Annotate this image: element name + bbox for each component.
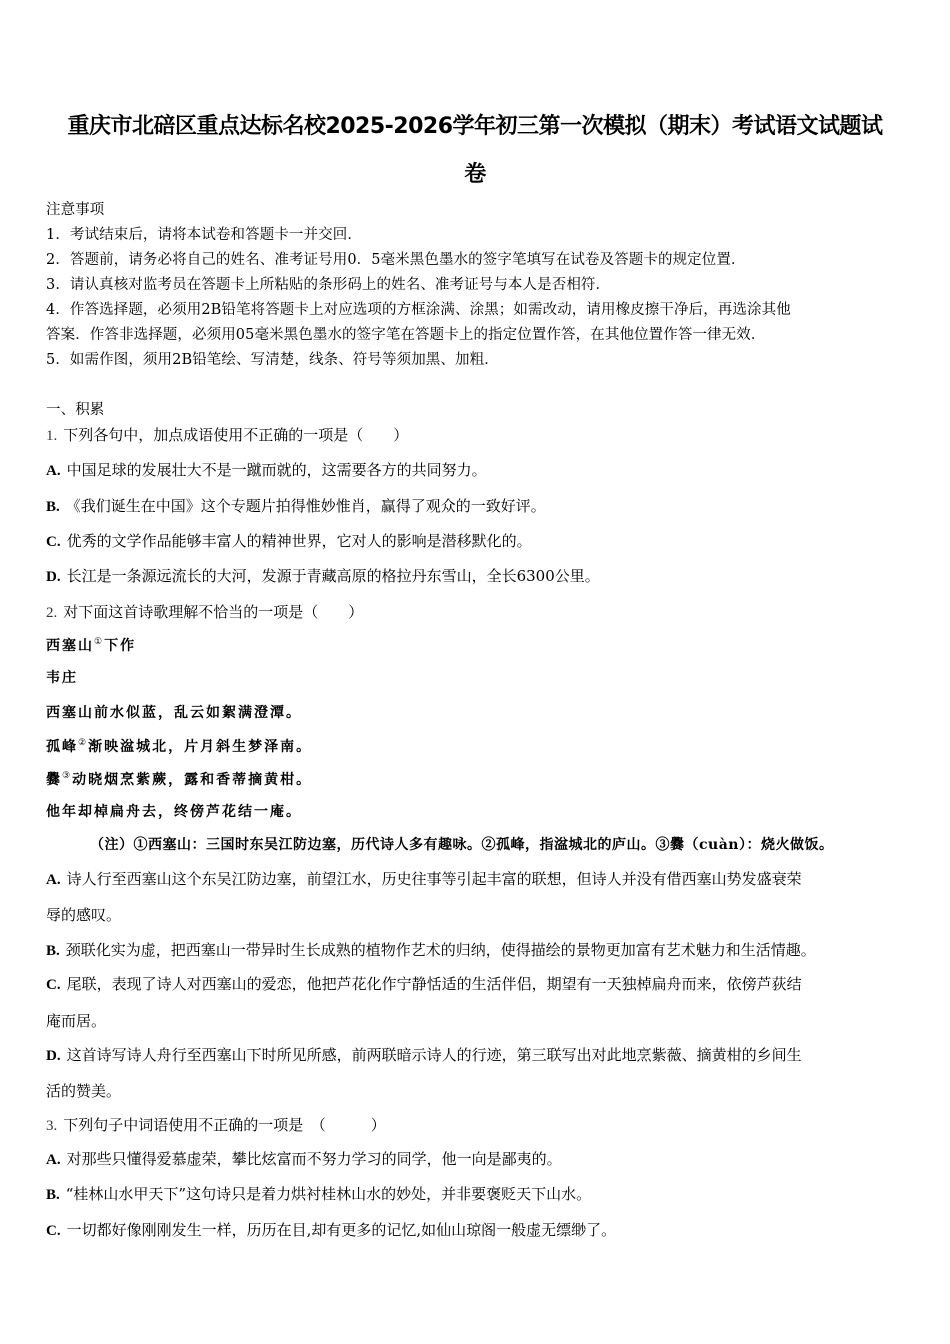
option-text: 这首诗写诗人舟行至西塞山下时所见所感，前两联暗示诗人的行迹，第三联写出对此地烹紫薇、摘黄柑的乡间生 xyxy=(66,1046,802,1064)
poem-line-1 xyxy=(46,706,302,720)
option-text: 对那些只懂得爱慕虚荣，攀比炫富而不努力学习的同学，他一向是鄙夷的。 xyxy=(66,1150,562,1168)
question-3-option-a xyxy=(46,1152,562,1168)
notice-item-3: 3．请认真核对监考员在答题卡上所粘贴的条形码上的姓名、准考证号与本人是否相符． xyxy=(46,277,611,293)
option-label: D. xyxy=(46,1048,61,1064)
question-2-stem xyxy=(46,605,363,621)
question-number: 2. xyxy=(46,605,58,621)
option-text: 中国足球的发展壮大不是一蹴而就的，这需要各方的共同努力。 xyxy=(66,461,487,479)
poem-line-2 xyxy=(46,739,312,754)
footnote-marker: ② xyxy=(78,738,89,748)
poem-text: 西塞山前水似蓝，乱云如絮满澄潭。 xyxy=(46,705,302,721)
question-text: 对下面这首诗歌理解不恰当的一项是（ ） xyxy=(63,603,364,621)
document-title-line-2: 卷 xyxy=(464,162,486,187)
question-text: 下列各句中，加点成语使用不正确的一项是（ ） xyxy=(63,426,409,444)
option-text: 《我们诞生在中国》这个专题片拍得惟妙惟肖，赢得了观众的一致好评。 xyxy=(65,497,546,515)
poem-text: 爨 xyxy=(46,772,62,788)
question-3-option-b xyxy=(46,1187,591,1203)
poem-title-text: 西塞山 xyxy=(46,638,94,654)
question-2-option-c-continued: 庵而居。 xyxy=(46,1012,107,1030)
notice-item-5: 5．如需作图，须用2B铅笔绘、写清楚，线条、符号等须加黑、加粗． xyxy=(46,352,499,368)
option-text: 一切都好像刚刚发生一样，历历在目,却有更多的记忆,如仙山琼阁一般虚无缥缈了。 xyxy=(66,1221,617,1239)
document-title-line-1: 重庆市北碚区重点达标名校2025-2026学年初三第一次模拟（期末）考试语文试题试 xyxy=(67,114,883,139)
poem-author: 韦庄 xyxy=(46,670,78,686)
question-1-option-b xyxy=(46,499,546,515)
question-text: 下列句子中词语使用不正确的一项是 （ ） xyxy=(63,1116,386,1134)
poem-title-text-rest: 下作 xyxy=(104,638,137,654)
option-text: 诗人行至西塞山这个东吴江防边塞，前望江水，历史往事等引起丰富的联想，但诗人并没有借西塞山势发盛衰荣 xyxy=(66,870,802,888)
question-3-stem xyxy=(46,1118,386,1134)
notice-item-2: 2．答题前，请务必将自己的姓名、准考证号用0．5毫米黑色墨水的签字笔填写在试卷及答题卡的规定位置． xyxy=(46,252,746,268)
poem-title xyxy=(46,638,136,653)
section-heading: 一、积累 xyxy=(46,402,105,418)
notice-heading: 注意事项 xyxy=(46,202,105,218)
question-number: 1. xyxy=(46,428,58,444)
question-3-option-c xyxy=(46,1223,616,1239)
footnote-marker: ① xyxy=(94,637,105,647)
option-label: A. xyxy=(46,1152,61,1168)
option-label: B. xyxy=(46,499,60,515)
footnote-marker: ③ xyxy=(62,771,73,781)
poem-text: 动晓烟烹紫蕨，露和香蒂摘黄柑。 xyxy=(72,772,313,788)
option-label: C. xyxy=(46,534,61,550)
question-2-option-a xyxy=(46,872,802,888)
question-2-option-d-continued: 活的赞美。 xyxy=(46,1082,122,1100)
poem-text: 孤峰 xyxy=(46,739,78,755)
question-1-option-d xyxy=(46,569,600,585)
option-label: B. xyxy=(46,943,60,959)
question-1-option-a xyxy=(46,463,487,479)
option-label: C. xyxy=(46,977,61,993)
poem-text: 他年却棹扁舟去，终傍芦花结一庵。 xyxy=(46,804,302,820)
poem-annotation: （注）①西塞山：三国时东吴江防边塞，历代诗人多有趣咏。②孤峰，指湓城北的庐山。③爨（cuàn）：烧火做饭。 xyxy=(90,837,834,853)
notice-item-1: 1．考试结束后，请将本试卷和答题卡一并交回． xyxy=(46,227,362,243)
poem-line-3 xyxy=(46,772,312,787)
notice-item-4: 4．作答选择题，必须用2B铅笔将答题卡上对应选项的方框涂满、涂黑；如需改动，请用橡皮擦干净后，再选涂其他 xyxy=(46,302,791,318)
poem-line-4 xyxy=(46,805,302,819)
question-1-stem xyxy=(46,428,408,444)
option-text: 颈联化实为虚，把西塞山一带异时生长成熟的植物作艺术的归纳，使得描绘的景物更加富有艺术魅力和生活情趣。 xyxy=(65,941,816,959)
option-text: “桂林山水甲天下”这句诗只是着力烘衬桂林山水的妙处，并非要褒贬天下山水。 xyxy=(65,1185,592,1203)
option-label: D. xyxy=(46,569,61,585)
question-2-option-d xyxy=(46,1048,802,1064)
poem-text: 渐映湓城北，片月斜生梦泽南。 xyxy=(88,739,313,755)
question-2-option-c xyxy=(46,977,802,993)
option-text: 尾联，表现了诗人对西塞山的爱恋，他把芦花化作宁静恬适的生活伴侣，期望有一天独棹扁舟而来，依傍芦荻结 xyxy=(66,975,802,993)
notice-item-4-continued: 答案．作答非选择题，必须用05毫米黑色墨水的签字笔在答题卡上的指定位置作答，在其他位置作答一律无效． xyxy=(46,327,766,343)
option-label: A. xyxy=(46,872,61,888)
question-2-option-b xyxy=(46,943,816,959)
question-2-option-a-continued: 辱的感叹。 xyxy=(46,906,122,924)
option-text: 长江是一条源远流长的大河，发源于青藏高原的格拉丹东雪山，全长6300公里。 xyxy=(66,567,600,585)
question-1-option-c xyxy=(46,534,532,550)
question-number: 3. xyxy=(46,1118,58,1134)
option-text: 优秀的文学作品能够丰富人的精神世界，它对人的影响是潜移默化的。 xyxy=(66,532,532,550)
option-label: C. xyxy=(46,1223,61,1239)
option-label: B. xyxy=(46,1187,60,1203)
option-label: A. xyxy=(46,463,61,479)
